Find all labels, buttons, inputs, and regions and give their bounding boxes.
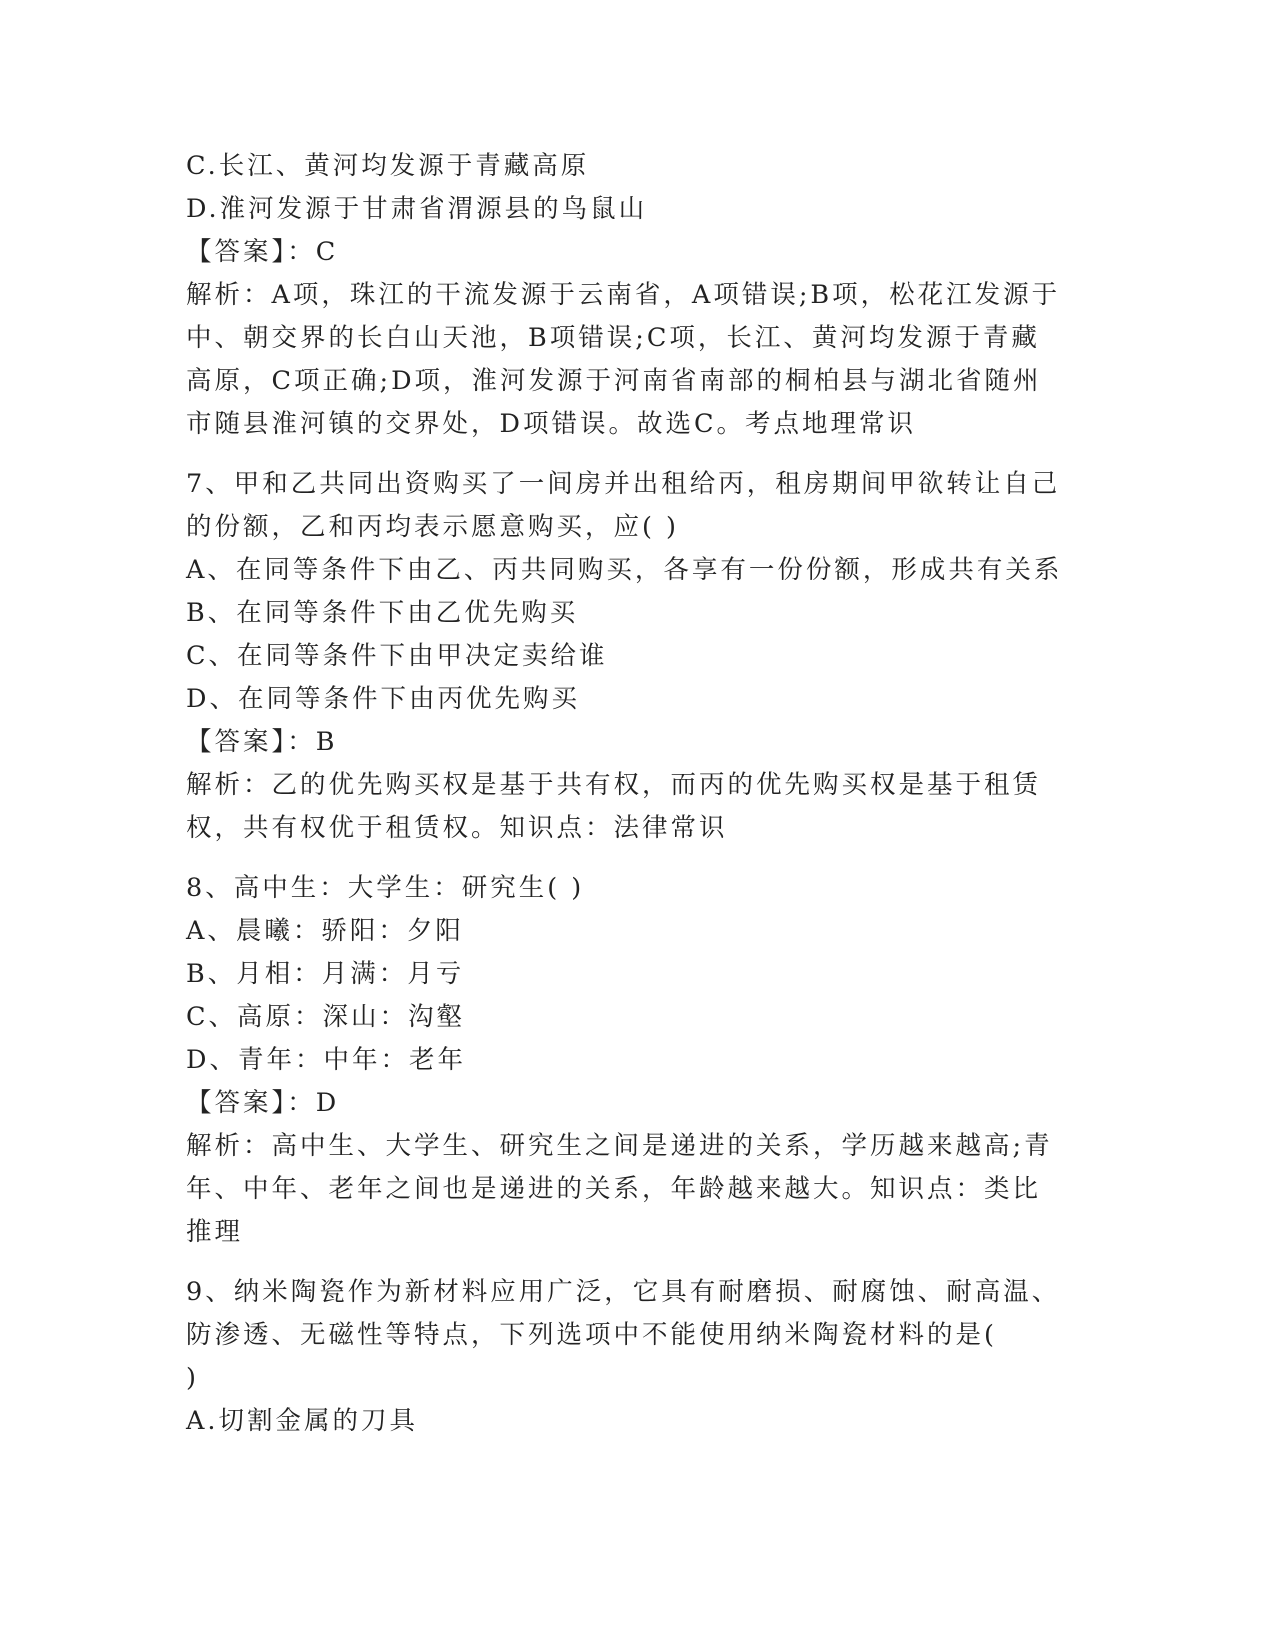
option-c: C.长江、黄河均发源于青藏高原 (186, 151, 590, 181)
question-text: ) (186, 1363, 199, 1393)
answer: 【答案】：C (186, 237, 339, 267)
question-text: 7、甲和乙共同出资购买了一间房并出租给丙，租房期间甲欲转让自己 (186, 469, 1061, 499)
explanation-line: 高原，C项正确;D项，淮河发源于河南省南部的桐柏县与湖北省随州 (186, 366, 1042, 396)
question-text: 8、高中生：大学生：研究生( ) (186, 873, 585, 903)
explanation-line: 解析：高中生、大学生、研究生之间是递进的关系，学历越来越高;青 (186, 1131, 1053, 1161)
question-9 (186, 1271, 1066, 1443)
option-b: B、在同等条件下由乙优先购买 (186, 598, 579, 628)
option-b: B、月相：月满：月亏 (186, 959, 465, 989)
document-page (186, 145, 1066, 1443)
answer: 【答案】：B (186, 727, 338, 757)
answer: 【答案】：D (186, 1088, 340, 1118)
question-8 (186, 867, 1066, 1254)
option-a: A、在同等条件下由乙、丙共同购买，各享有一份份额，形成共有关系 (186, 555, 1063, 585)
option-d: D、在同等条件下由丙优先购买 (186, 684, 580, 714)
question-text: 防渗透、无磁性等特点，下列选项中不能使用纳米陶瓷材料的是( (186, 1320, 997, 1350)
explanation-line: 权，共有权优于租赁权。知识点：法律常识 (186, 813, 728, 843)
explanation-line: 解析：A项，珠江的干流发源于云南省，A项错误;B项，松花江发源于 (186, 280, 1061, 310)
question-7 (186, 463, 1066, 850)
option-c: C、在同等条件下由甲决定卖给谁 (186, 641, 608, 671)
question-text: 9、纳米陶瓷作为新材料应用广泛，它具有耐磨损、耐腐蚀、耐高温、 (186, 1277, 1061, 1307)
option-d: D.淮河发源于甘肃省渭源县的鸟鼠山 (186, 194, 648, 224)
explanation-line: 年、中年、老年之间也是递进的关系，年龄越来越大。知识点：类比 (186, 1174, 1042, 1204)
explanation-line: 中、朝交界的长白山天池，B项错误;C项，长江、黄河均发源于青藏 (186, 323, 1040, 353)
option-d: D、青年：中年：老年 (186, 1045, 466, 1075)
question-6-tail (186, 145, 1066, 446)
question-text: 的份额，乙和丙均表示愿意购买，应( ) (186, 512, 680, 542)
explanation-line: 推理 (186, 1217, 244, 1247)
explanation-line: 解析：乙的优先购买权是基于共有权，而丙的优先购买权是基于租赁 (186, 770, 1042, 800)
option-a: A.切割金属的刀具 (186, 1406, 419, 1436)
explanation-line: 市随县淮河镇的交界处，D项错误。故选C。考点地理常识 (186, 409, 916, 439)
option-c: C、高原：深山：沟壑 (186, 1002, 466, 1032)
option-a: A、晨曦：骄阳：夕阳 (186, 916, 464, 946)
